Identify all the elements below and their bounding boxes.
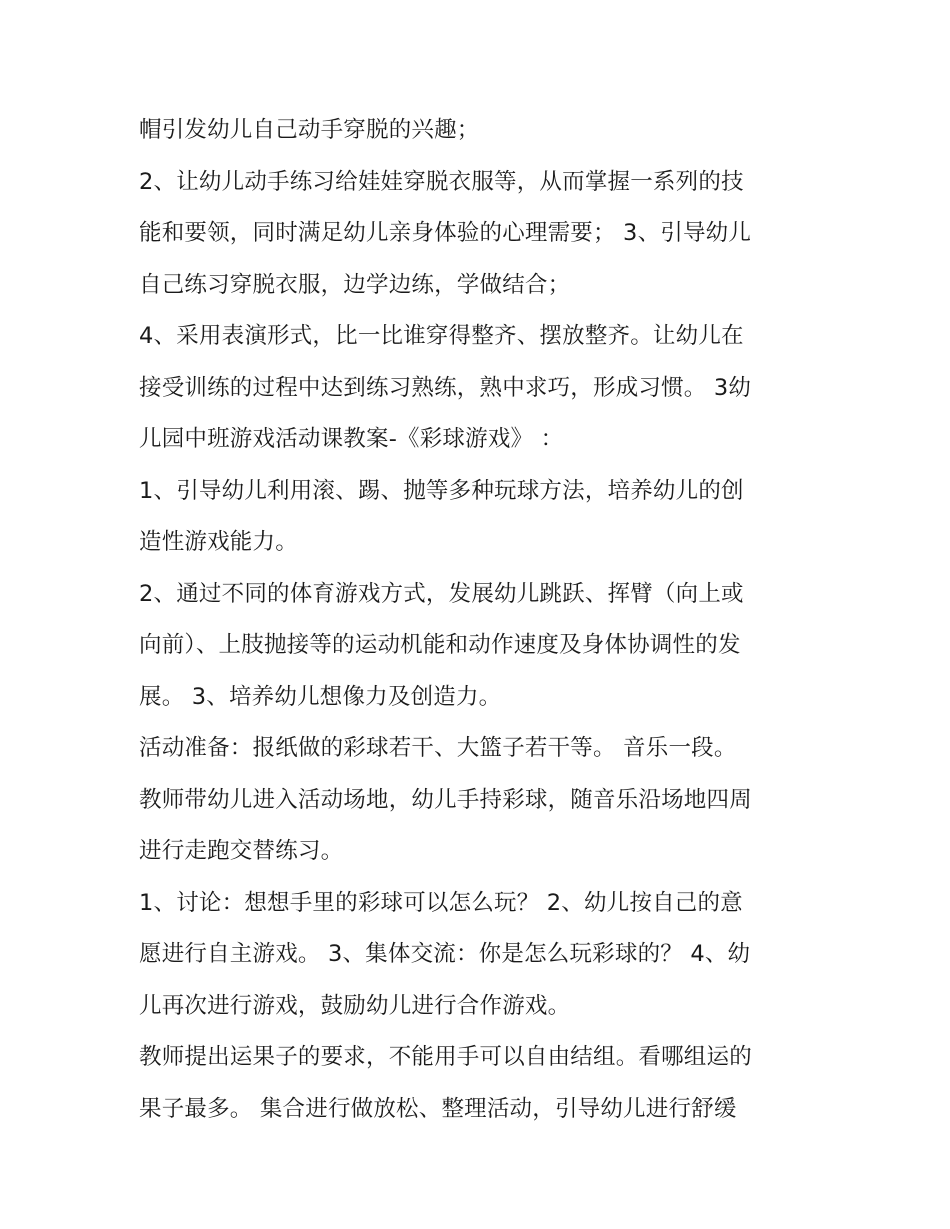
text-line: 进行走跑交替练习。: [139, 838, 344, 864]
text-line: 教师提出运果子的要求，不能用手可以自由结组。看哪组运的: [139, 1044, 752, 1070]
text-line: 儿再次进行游戏，鼓励幼儿进行合作游戏。: [139, 992, 571, 1019]
text-line: 帽引发幼儿自己动手穿脱的兴趣；: [139, 117, 480, 143]
text-line: 儿园中班游戏活动课教案-《彩球游戏》 ：: [139, 426, 564, 452]
text-line: 愿进行自主游戏。 3、集体交流：你是怎么玩彩球的？ 4、幼: [139, 941, 751, 967]
text-line: 展。 3、培养幼儿想像力及创造力。: [139, 683, 502, 710]
text-line: 活动准备：报纸做的彩球若干、大篮子若干等。 音乐一段。: [139, 735, 737, 761]
text-line: 向前）、上肢抛接等的运动机能和动作速度及身体协调性的发: [139, 632, 741, 658]
text-line: 接受训练的过程中达到练习熟练，熟中求巧，形成习惯。 3幼: [139, 374, 752, 401]
text-line: 能和要领，同时满足幼儿亲身体验的心理需要； 3、引导幼儿: [139, 220, 752, 246]
text-line: 1、讨论：想想手里的彩球可以怎么玩？ 2、幼儿按自己的意: [139, 889, 743, 916]
text-line: 4、采用表演形式，比一比谁穿得整齐、摆放整齐。让幼儿在: [139, 323, 744, 349]
document-page: [139, 110, 819, 1140]
text-line: 造性游戏能力。: [139, 529, 298, 555]
text-line: 1、引导幼儿利用滚、踢、抛等多种玩球方法，培养幼儿的创: [139, 477, 744, 504]
text-line: 教师带幼儿进入活动场地，幼儿手持彩球，随音乐沿场地四周: [139, 786, 752, 813]
text-line: 自己练习穿脱衣服，边学边练，学做结合；: [139, 271, 571, 298]
text-line: 2、让幼儿动手练习给娃娃穿脱衣服等，从而掌握一系列的技: [139, 168, 744, 195]
text-line: 果子最多。 集合进行做放松、整理活动，引导幼儿进行舒缓: [139, 1095, 737, 1122]
text-line: 2、通过不同的体育游戏方式，发展幼儿跳跃、挥臂（向上或: [139, 580, 744, 607]
